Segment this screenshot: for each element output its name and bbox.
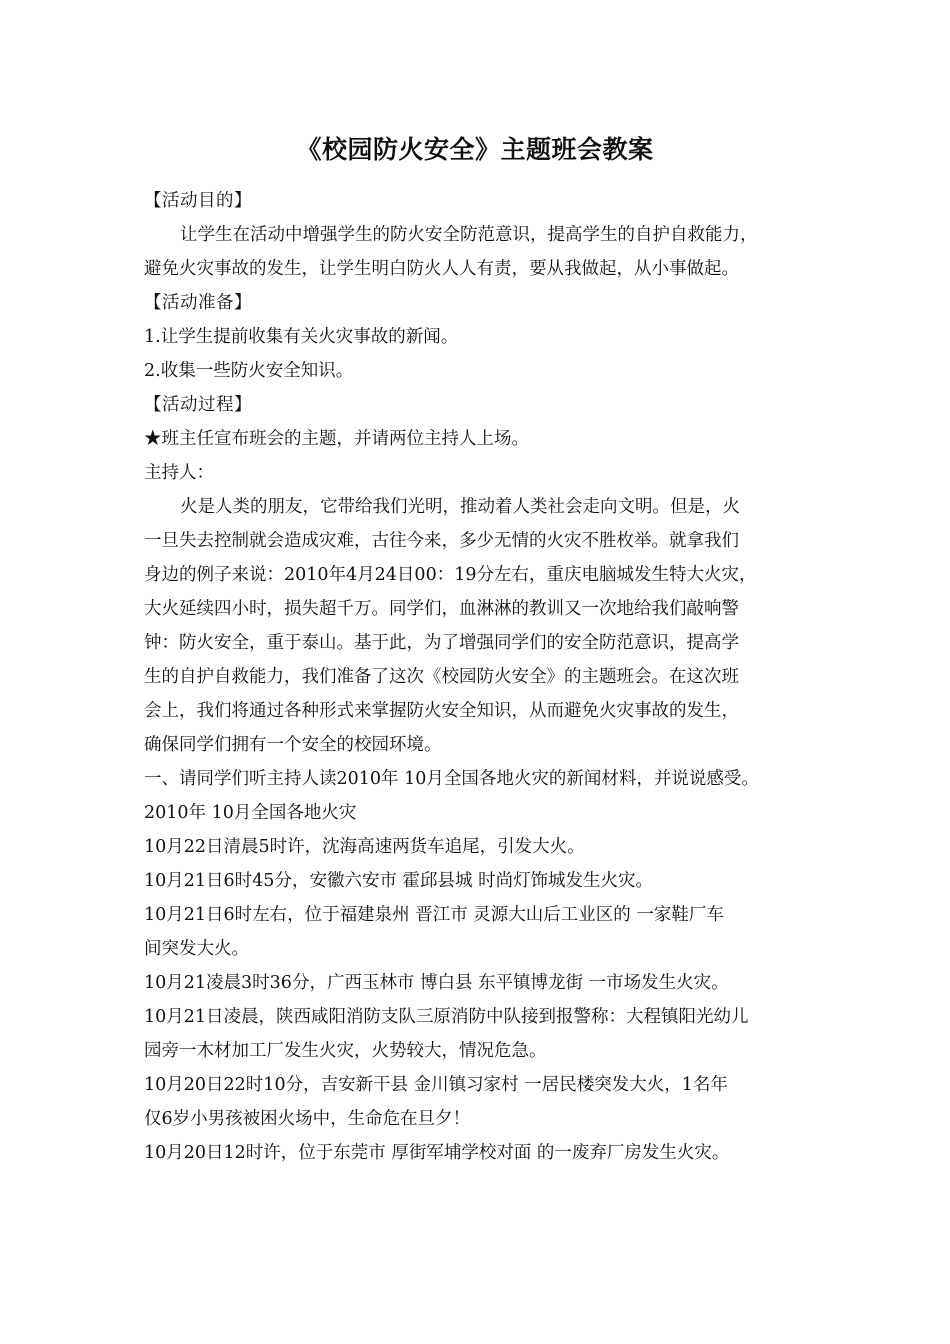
news-item: 间突发大火。: [144, 939, 249, 959]
paragraph-line: 钟：防火安全，重于泰山。基于此，为了增强同学们的安全防范意识，提高学: [144, 633, 739, 653]
paragraph-line: 一旦失去控制就会造成灾难，古往今来，多少无情的火灾不胜枚举。就拿我们: [144, 531, 739, 551]
news-item: 仅6岁小男孩被困火场中，生命危在旦夕！: [144, 1109, 471, 1129]
speaker-label: 主持人：: [144, 463, 214, 483]
paragraph-line: 会上，我们将通过各种形式来掌握防火安全知识，从而避免火灾事故的发生，: [144, 701, 739, 721]
paragraph-line: 确保同学们拥有一个安全的校园环境。: [144, 735, 442, 755]
news-item: 10月21凌晨3时36分，广西玉林市 博白县 东平镇博龙街 一市场发生火灾。: [144, 973, 729, 993]
section-heading-preparation: 【活动准备】: [144, 293, 252, 313]
paragraph-line: 火是人类的朋友，它带给我们光明，推动着人类社会走向文明。但是，火: [180, 497, 740, 517]
news-item: 10月21日6时45分，安徽六安市 霍邱县城 时尚灯饰城发生火灾。: [144, 871, 654, 891]
paragraph-line: 避免火灾事故的发生，让学生明白防火人人有责，要从我做起，从小事做起。: [144, 259, 739, 279]
paragraph-line: 身边的例子来说：2010年4月24日00：19分左右，重庆电脑城发生特大火灾，: [144, 565, 757, 585]
news-item: 10月20日12时许，位于东莞市 厚街军埔学校对面 的一废弃厂房发生火灾。: [144, 1143, 730, 1163]
paragraph-line: 一、请同学们听主持人读2010年 10月全国各地火灾的新闻材料，并说说感受。: [144, 769, 759, 789]
section-heading-process: 【活动过程】: [144, 395, 252, 415]
news-item: 园旁一木材加工厂发生火灾，火势较大，情况危急。: [144, 1041, 547, 1061]
paragraph-line: 生的自护自救能力，我们准备了这次《校园防火安全》的主题班会。在这次班: [144, 667, 739, 687]
list-item: 1.让学生提前收集有关火灾事故的新闻。: [144, 327, 459, 347]
paragraph-line: 大火延续四小时，损失超千万。同学们，血淋淋的教训又一次地给我们敲响警: [144, 599, 739, 619]
news-item: 10月21日凌晨，陕西咸阳消防支队三原消防中队接到报警称：大程镇阳光幼儿: [144, 1007, 749, 1027]
document-title: 《校园防火安全》主题班会教案: [296, 135, 654, 164]
section-heading-purpose: 【活动目的】: [144, 191, 252, 211]
paragraph-line: 让学生在活动中增强学生的防火安全防范意识，提高学生的自护自救能力，: [180, 225, 758, 245]
list-item: 2.收集一些防火安全知识。: [144, 361, 354, 381]
paragraph-line: 2010年 10月全国各地火灾: [144, 803, 357, 823]
news-item: 10月22日清晨5时许，沈海高速两货车追尾，引发大火。: [144, 837, 585, 857]
news-item: 10月20日22时10分，吉安新干县 金川镇习家村 一居民楼突发大火，1名年: [144, 1075, 728, 1095]
paragraph-line: ★班主任宣布班会的主题，并请两位主持人上场。: [144, 429, 529, 449]
document-body: [144, 184, 816, 1170]
news-item: 10月21日6时左右，位于福建泉州 晋江市 灵源大山后工业区的 一家鞋厂车: [144, 905, 724, 925]
